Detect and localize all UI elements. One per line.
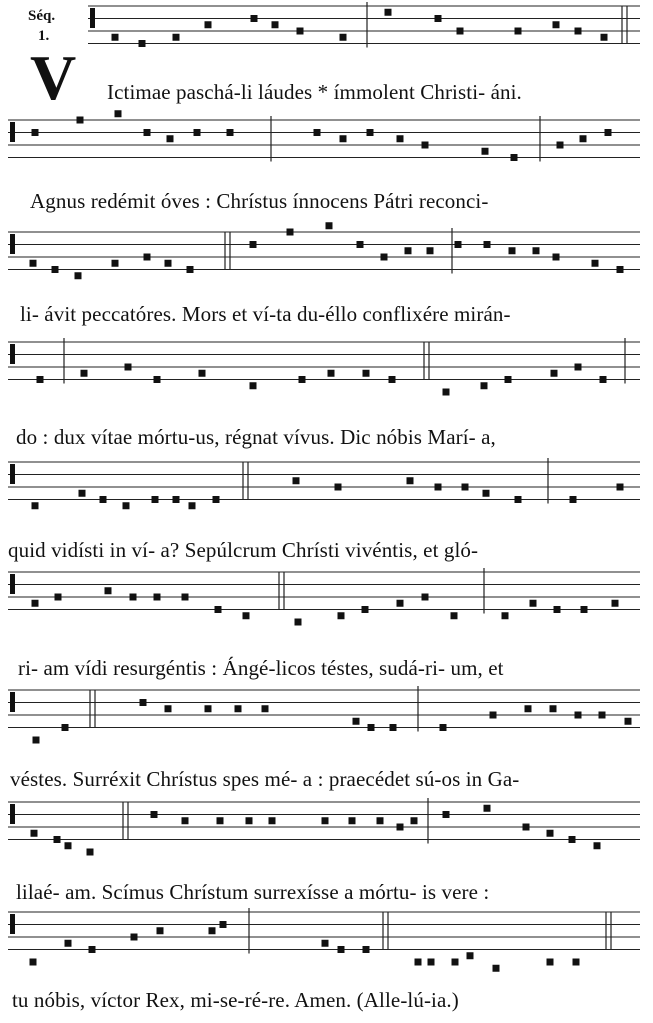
lyric-line-1: Ictimae paschá-li láudes * ímmolent Christi- áni. [107, 80, 522, 104]
lyric-line-7: véstes. Surréxit Chrístus spes mé- a : praecédet sú-os in Ga- [10, 767, 520, 791]
lyric-line-2: Agnus redémit óves : Chrístus ínnocens Pátri reconci- [30, 189, 489, 213]
sequence-label: Séq. [28, 8, 56, 24]
initial-letter: V [30, 42, 77, 113]
lyric-line-5: quid vidísti in ví- a? Sepúlcrum Chrísti vivéntis, et gló- [8, 538, 479, 562]
lyric-line-8: lilaé- am. Scímus Chrístum surrexísse a mórtu- is vere : [16, 880, 490, 904]
lyric-line-6: ri- am vídi resurgéntis : Ángé-licos téstes, sudá-ri- um, et [18, 656, 504, 680]
lyric-line-3: li- ávit peccatóres. Mors et ví-ta du-éllo conflixére mirán- [20, 302, 511, 326]
lyric-line-4: do : dux vítae mórtu-us, régnat vívus. Dic nóbis Marí- a, [16, 425, 496, 449]
lyric-line-9: tu nóbis, víctor Rex, mi-se-ré-re. Amen. (Alle-lú-ia.) [12, 988, 459, 1012]
mode-number: 1. [38, 28, 50, 44]
